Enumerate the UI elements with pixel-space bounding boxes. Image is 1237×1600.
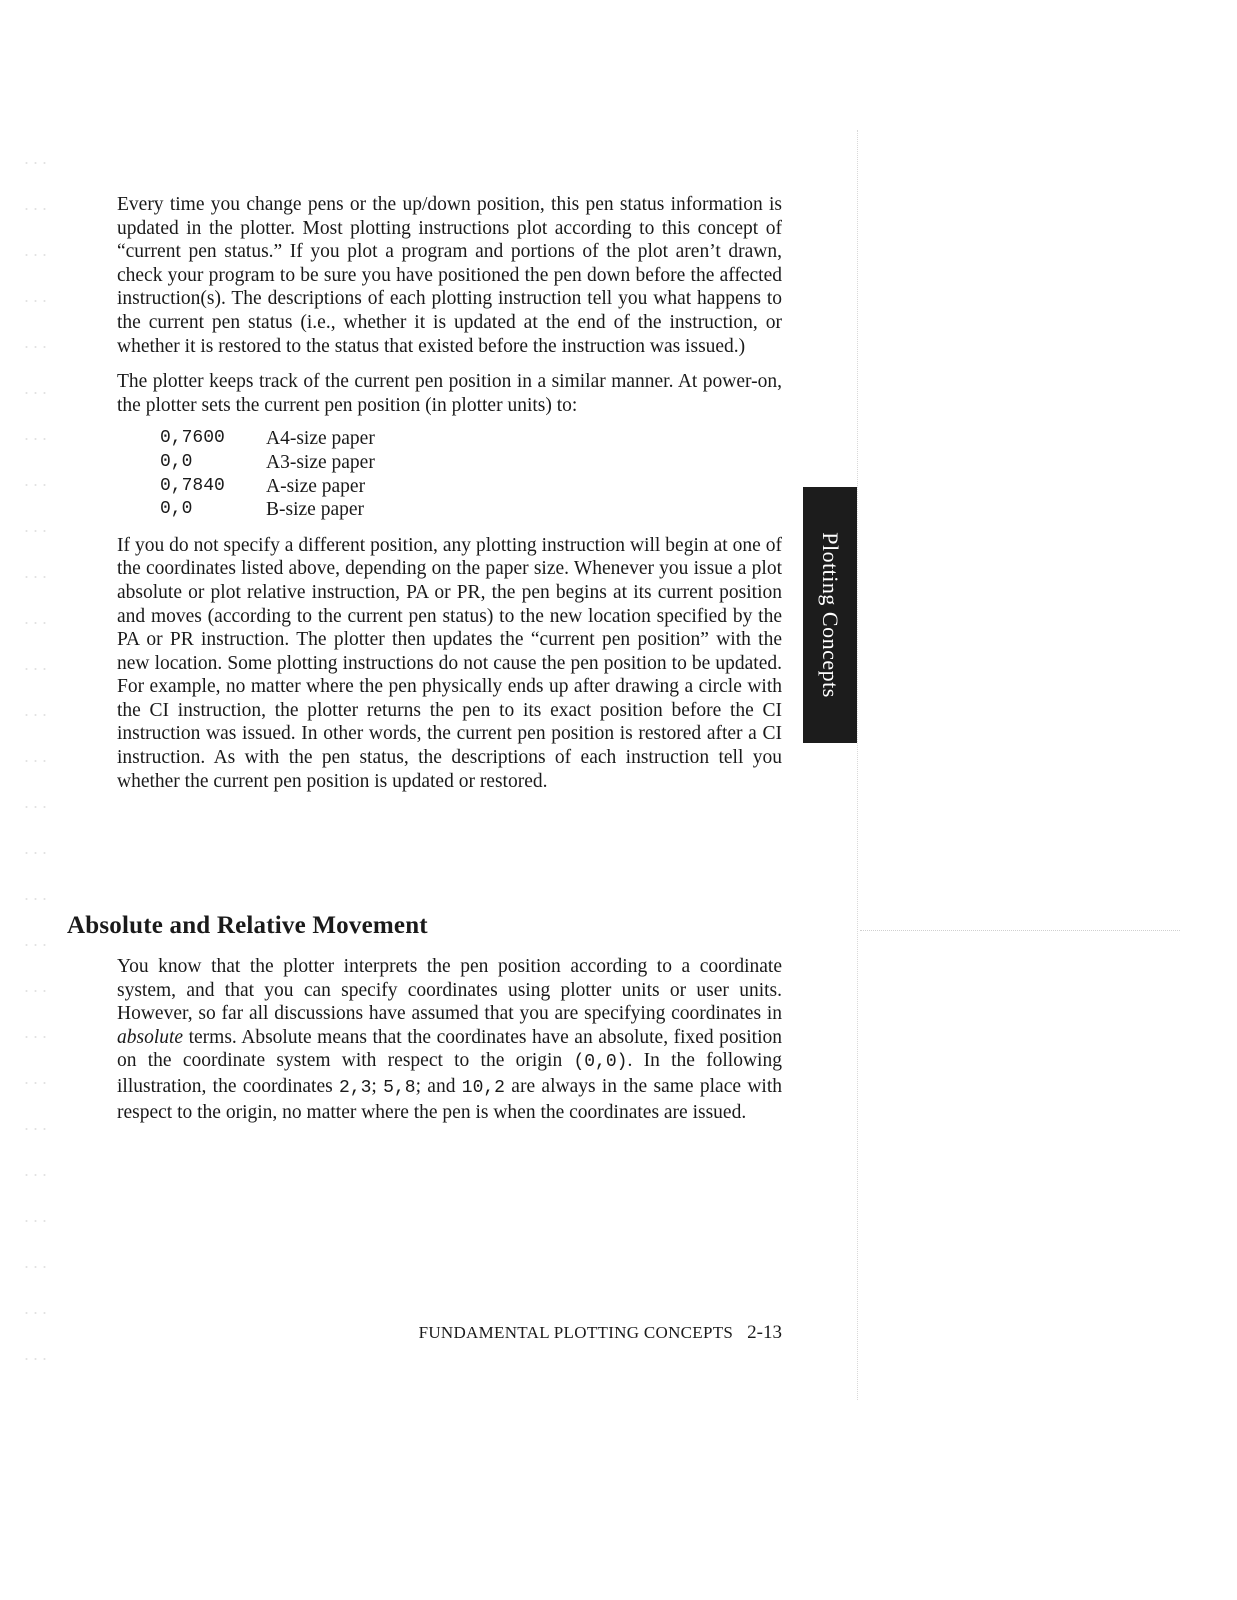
text-run: . In the following illustration, the coordinates <box>117 1050 782 1097</box>
section-content <box>117 955 782 1124</box>
paragraph-pen-position: The plotter keeps track of the current pen position in a similar manner. At power-on, the plotter sets the current pen position (in plotter units) to: <box>117 371 782 416</box>
paper-size: B-size paper <box>266 499 364 521</box>
coordinate-example: 2,3 <box>339 1077 372 1098</box>
paper-size: A3-size paper <box>266 451 375 473</box>
paper-size: A4-size paper <box>266 428 375 450</box>
coordinate-value: 0,7840 <box>160 475 225 496</box>
paragraph-absolute-movement <box>117 955 782 1124</box>
coordinate-value: 0,0 <box>160 451 193 472</box>
emphasis-absolute: absolute <box>117 1026 184 1048</box>
main-content <box>117 193 782 793</box>
chapter-tab-label: Plotting Concepts <box>818 532 843 698</box>
paragraph-pen-status: Every time you change pens or the up/down position, this pen status information is updated in the plotter. Most plotting instructions plot according to this concept of “current pen status.” If you plot a program and portions of the plot aren’t drawn, check your program to be sure you have positioned the pen down before the affected instruction(s). The descriptions of each plotting instruction tell you what happens to the current pen status (i.e., whether it is updated at the end of the instruction, or whether it is restored to the status that existed before the instruction was issued.) <box>117 194 782 357</box>
paragraph-position-updates: If you do not specify a different position, any plotting instruction will begin at one of the coordinates listed above, depending on the paper size. Whenever you issue a plot absolute or plot relative instruction, PA or PR, the pen begins at its current position and moves (according to the current pen status) to the new location specified by the PA or PR instruction. The plotter then updates the “current pen position” with the new location. Some plotting instructions do not cause the pen position to be updated. For example, no matter where the pen physically ends up after drawing a circle with the CI instruction, the plotter returns the pen to its exact position before the CI instruction was issued. In other words, the current pen position is restored after a CI instruction. As with the pen status, the descriptions of each instruction tell you whether the current pen position is updated or restored. <box>117 534 782 792</box>
text-run: ; and <box>415 1075 462 1097</box>
scan-margin-dash <box>860 930 1180 931</box>
footer-chapter-title: FUNDAMENTAL PLOTTING CONCEPTS <box>418 1323 734 1342</box>
origin-coordinate: (0,0) <box>573 1052 628 1073</box>
coordinate-value: 0,0 <box>160 499 193 520</box>
text-run: You know that the plotter interprets the pen position according to a coordinate system, and that you can specify coordinates using plotter units or user units. However, so far all discussions have assumed that you are specifying coordinates in <box>117 956 782 1025</box>
page-footer <box>399 1322 782 1344</box>
paper-size: A-size paper <box>266 475 366 497</box>
power-on-position-table <box>160 427 375 521</box>
table-row <box>160 427 375 451</box>
scan-margin-line <box>857 130 858 1400</box>
table-row <box>160 475 375 499</box>
chapter-tab <box>803 487 857 743</box>
coordinate-example: 5,8 <box>383 1077 416 1098</box>
table-row <box>160 498 375 522</box>
text-run: terms. Absolute means that the coordinates have an absolute, fixed position on the coordinate system with respect to the origin <box>117 1026 782 1072</box>
coordinate-example: 10,2 <box>461 1077 505 1098</box>
text-run: ; <box>371 1075 384 1097</box>
coordinate-value: 0,7600 <box>160 428 225 449</box>
section-heading: Absolute and Relative Movement <box>67 912 428 939</box>
table-row <box>160 451 375 475</box>
page-number: 2-13 <box>747 1322 782 1343</box>
text-run: are always in the same place with respect to the origin, no matter where the pen is when the coordinates are issued. <box>117 1075 782 1123</box>
scan-artifacts <box>22 140 52 1400</box>
